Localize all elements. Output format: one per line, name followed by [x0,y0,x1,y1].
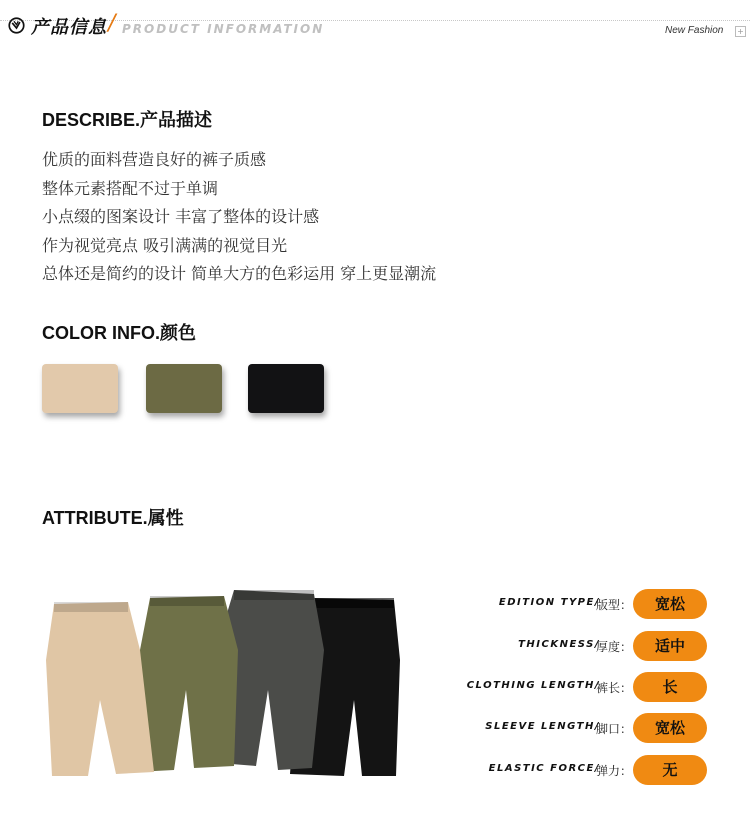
attribute-label-cn: 厚度： [596,640,633,654]
attribute-row-edition-type [430,589,720,619]
attribute-value-badge: 适中 [633,631,707,661]
olive-pants [136,596,238,772]
color-swatch-olive[interactable] [146,364,222,413]
khaki-pants [46,602,154,776]
pants-product-image [44,590,404,780]
attribute-row-sleeve-length [430,713,720,743]
attribute-value-badge: 宽松 [633,589,707,619]
attribute-label: THICKNESS/ [518,639,600,650]
attribute-label-cn: 版型： [596,598,633,612]
describe-title: DESCRIBE.产品描述 [42,110,213,130]
header-subtitle: PRODUCT INFORMATION [122,22,325,36]
attribute-label: EDITION TYPE/ [498,597,600,608]
attribute-value-badge: 长 [633,672,707,702]
description-text [42,146,436,289]
description-line: 小点缀的图案设计 丰富了整体的设计感 [42,207,320,226]
color-swatch-black[interactable] [248,364,324,413]
attribute-title: ATTRIBUTE.属性 [42,508,184,528]
attribute-value-badge: 宽松 [633,713,707,743]
attribute-label: SLEEVE LENGTH/ [485,721,600,732]
description-line: 整体元素搭配不过于单调 [42,178,219,198]
attribute-label: ELASTIC FORCE/ [488,763,600,774]
attribute-label-cn: 裤长： [596,681,633,695]
attribute-row-clothing-length [430,672,720,702]
attribute-label-cn: 弹力： [596,764,633,778]
attribute-label: CLOTHING LENGTH/ [466,680,600,691]
description-line: 作为视觉亮点 吸引满满的视觉目光 [42,235,288,255]
attribute-label-cn: 脚口： [596,722,633,736]
description-line: 优质的面料营造良好的裤子质感 [42,150,267,169]
check-circle-icon [8,17,25,34]
description-line: 总体还是简约的设计 简单大方的色彩运用 穿上更显潮流 [42,264,437,283]
attribute-row-elastic-force [430,755,720,785]
attribute-value-badge: 无 [633,755,707,785]
section-header [0,0,750,50]
header-slash: / [108,11,116,36]
new-fashion-label: New Fashion [665,25,724,36]
attribute-row-thickness [430,631,720,661]
plus-icon: + [735,26,746,37]
header-title: 产品信息 [31,17,107,38]
color-swatch-khaki[interactable] [42,364,118,413]
color-info-title: COLOR INFO.颜色 [42,323,196,343]
